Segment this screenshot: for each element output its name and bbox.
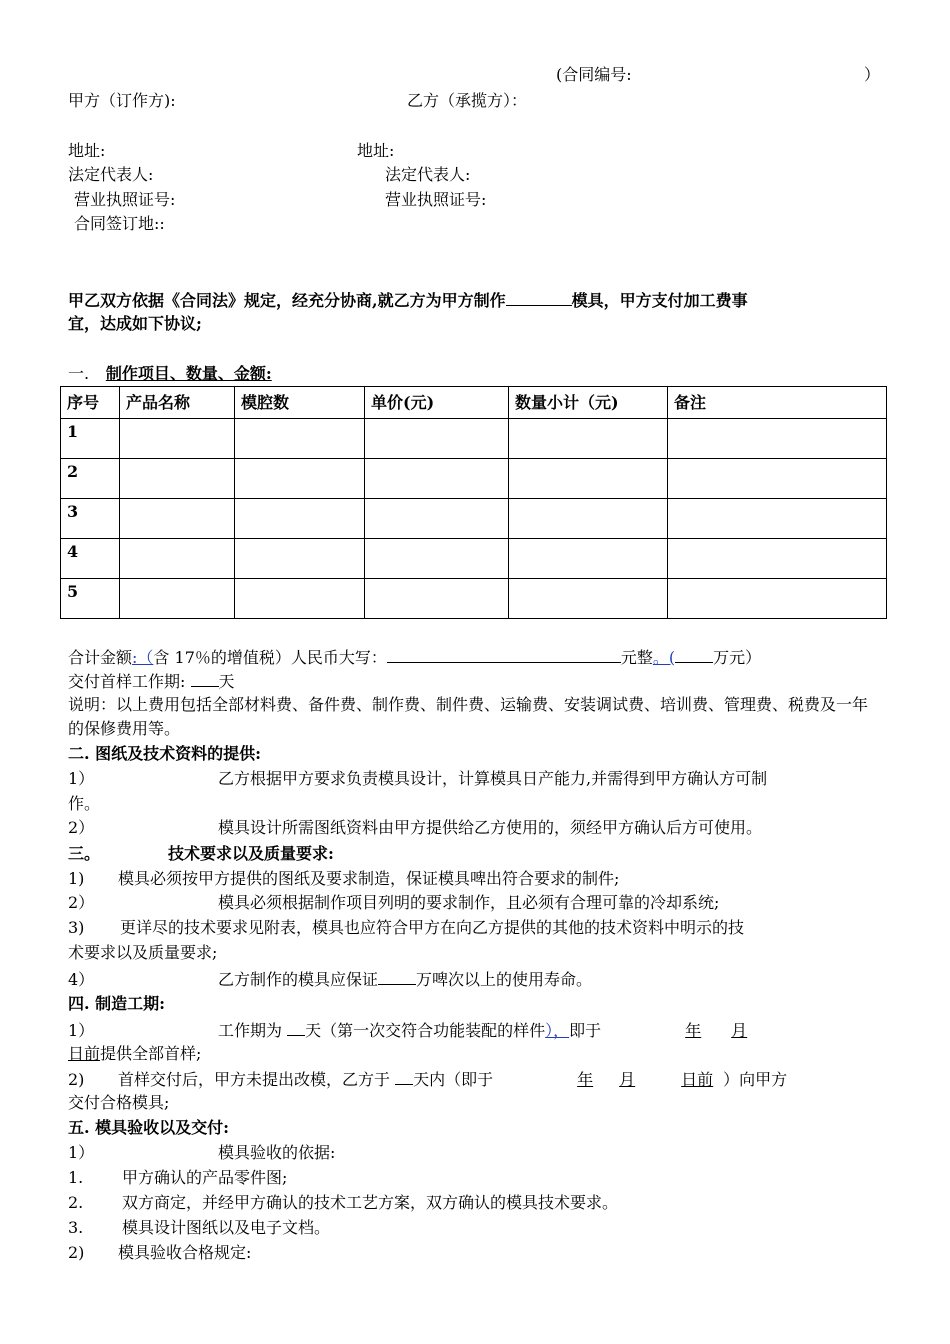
- row-no: 3: [61, 499, 120, 539]
- cell: [668, 539, 887, 579]
- cell: [509, 499, 668, 539]
- cell: [120, 579, 235, 619]
- section-1-heading: 一. 制作项目、数量、金额:: [68, 364, 272, 383]
- th-unit-price: 单价(元): [365, 387, 509, 419]
- table-row: [61, 499, 887, 539]
- th-no: 序号: [61, 387, 120, 419]
- section-3-item-2: 2） 模具必须根据制作项目列明的要求制作，且必须有合理可靠的冷却系统;: [68, 893, 720, 912]
- acceptance-basis-3: 3. 模具设计图纸以及电子文档。: [68, 1218, 331, 1237]
- section-5-heading: 五. 模具验收以及交付:: [68, 1118, 230, 1137]
- cell: [120, 419, 235, 459]
- license-a-label: 营业执照证号:: [74, 190, 176, 209]
- total-amount-line: 合计金额:（含 17％的增值税）人民币大写： 元整。( 万元）: [68, 644, 761, 670]
- intro-line-1: 甲乙双方依据《合同法》规定，经充分协商,就乙方为甲方制作 模具，甲方支付加工费事: [68, 287, 748, 313]
- cell: [365, 579, 509, 619]
- sample-period-line: 交付首样工作期: 天: [68, 668, 235, 694]
- section-4-item-1: 1） 工作期为 天（第一次交符合功能装配的样件），即于 年 月: [68, 1017, 793, 1043]
- section-5-item-2: 2) 模具验收合格规定:: [68, 1243, 252, 1262]
- section-5-item-1: 1） 模具验收的依据:: [68, 1143, 336, 1162]
- section-2-item-2: 2） 模具设计所需图纸资料由甲方提供给乙方使用的，须经甲方确认后方可使用。: [68, 818, 763, 837]
- cell: [365, 459, 509, 499]
- section-4-item-2-cont: 交付合格模具;: [68, 1093, 170, 1112]
- cell: [235, 579, 365, 619]
- cell: [235, 539, 365, 579]
- cell: [509, 419, 668, 459]
- section-3-item-3: 3) 更详尽的技术要求见附表，模具也应符合甲方在向乙方提供的其他的技术资料中明示的技: [68, 918, 745, 937]
- section-4-item-2: 2) 首样交付后，甲方未提出改模，乙方于 天内（即于 年 月 日前 ）向甲方: [68, 1066, 787, 1092]
- row-no: 5: [61, 579, 120, 619]
- cost-note: 说明：以上费用包括全部材料费、备件费、制作费、制件费、运输费、安装调试费、培训费、管理费、税费及一年的保修费用等。: [68, 695, 869, 738]
- contract-number-close: ）: [864, 65, 881, 84]
- cell: [235, 419, 365, 459]
- row-no: 4: [61, 539, 120, 579]
- representative-a-label: 法定代表人:: [68, 165, 154, 184]
- cell: [509, 539, 668, 579]
- acceptance-basis-1: 1. 甲方确认的产品零件图;: [68, 1168, 288, 1187]
- cell: [365, 419, 509, 459]
- cell: [668, 459, 887, 499]
- date-2-blank: 年 月 日前: [577, 1070, 714, 1089]
- section-4-item-1-cont: 日前提供全部首样;: [68, 1044, 202, 1063]
- contract-number-label: (合同编号:: [556, 65, 632, 84]
- party-a-label: 甲方（订作方):: [68, 91, 176, 110]
- table-row: [61, 539, 887, 579]
- cell: [668, 579, 887, 619]
- cell: [509, 579, 668, 619]
- cell: [120, 499, 235, 539]
- table-header-row: [61, 387, 887, 419]
- sign-place-label: 合同签订地::: [74, 214, 165, 233]
- cell: [509, 459, 668, 499]
- section-3-heading: 三。 技术要求以及质量要求:: [68, 844, 334, 863]
- address-a-label: 地址:: [68, 141, 106, 160]
- amount-words-blank: [387, 644, 621, 663]
- lifetime-blank: [378, 966, 416, 985]
- section-3-item-3-cont: 术要求以及质量要求;: [68, 943, 218, 962]
- section-2-heading: 二. 图纸及技术资料的提供:: [68, 744, 262, 763]
- section-2-item-1: 1） 乙方根据甲方要求负责模具设计，计算模具日产能力,并需得到甲方确认方可制: [68, 769, 768, 788]
- date-1-blank: 年 月: [685, 1021, 748, 1040]
- items-table: [60, 386, 887, 619]
- section-3-item-4: 4） 乙方制作的模具应保证 万啤次以上的使用寿命。: [68, 966, 592, 992]
- acceptance-basis-2: 2. 双方商定，并经甲方确认的技术工艺方案，双方确认的模具技术要求。: [68, 1193, 619, 1212]
- row-no: 1: [61, 419, 120, 459]
- section-4-heading: 四. 制造工期:: [68, 994, 166, 1013]
- address-b-label: 地址:: [357, 141, 395, 160]
- cell: [235, 499, 365, 539]
- days-blank: [191, 668, 219, 687]
- amount-wan-blank: [675, 644, 713, 663]
- work-days-blank: [287, 1017, 305, 1036]
- mold-name-blank: [506, 287, 572, 306]
- section-2-item-1-cont: 作。: [68, 794, 101, 813]
- cell: [365, 499, 509, 539]
- intro-line-2: 宜，达成如下协议;: [68, 314, 202, 333]
- th-subtotal: 数量小计（元): [509, 387, 668, 419]
- table-row: [61, 419, 887, 459]
- cell: [668, 419, 887, 459]
- table-row: [61, 579, 887, 619]
- cell: [235, 459, 365, 499]
- th-product: 产品名称: [120, 387, 235, 419]
- cell: [120, 539, 235, 579]
- party-b-label: 乙方（承揽方）：: [407, 91, 528, 110]
- row-no: 2: [61, 459, 120, 499]
- th-remark: 备注: [668, 387, 887, 419]
- th-cavity: 模腔数: [235, 387, 365, 419]
- cell: [668, 499, 887, 539]
- license-b-label: 营业执照证号:: [385, 190, 487, 209]
- table-row: [61, 459, 887, 499]
- representative-b-label: 法定代表人:: [385, 165, 471, 184]
- section-3-item-1: 1) 模具必须按甲方提供的图纸及要求制造，保证模具啤出符合要求的制件;: [68, 869, 620, 888]
- cell: [120, 459, 235, 499]
- delivery-days-blank: [395, 1066, 413, 1085]
- cell: [365, 539, 509, 579]
